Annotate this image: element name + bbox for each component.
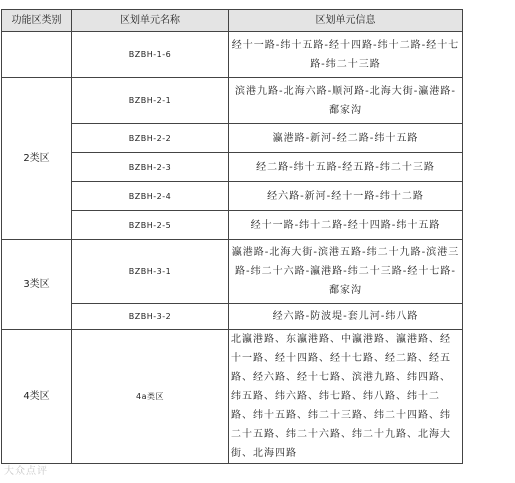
table-row <box>2 32 463 78</box>
unit-name-cell: 4a类区 <box>72 330 229 464</box>
unit-name-cell: BZBH-2-3 <box>72 153 229 182</box>
category-cell: 3类区 <box>2 240 72 330</box>
table-row <box>2 304 463 330</box>
unit-name-cell: BZBH-2-4 <box>72 182 229 211</box>
unit-info-cell: 北瀛港路、东瀛港路、中瀛港路、瀛港路、经十一路、经十四路、经十七路、经二路、经五路、经六路、经十七路、滨港九路、纬四路、纬五路、纬六路、纬七路、纬八路、纬十二路、纬十五路、纬二十三路、纬二十四路、纬二十五路、纬二十六路、纬二十九路、北海大街、北海四路 <box>229 330 463 464</box>
unit-info-cell: 瀛港路-新河-经二路-纬十五路 <box>229 124 463 153</box>
unit-name-cell: BZBH-3-2 <box>72 304 229 330</box>
unit-info-cell: 经十一路-纬十二路-经十四路-纬十五路 <box>229 211 463 240</box>
table-row <box>2 78 463 124</box>
category-cell: 4类区 <box>2 330 72 464</box>
unit-name-cell: BZBH-2-5 <box>72 211 229 240</box>
table-row <box>2 211 463 240</box>
category-cell <box>2 32 72 78</box>
table-row <box>2 182 463 211</box>
watermark: 大众点评 <box>4 466 48 477</box>
table-header-row <box>2 10 463 32</box>
table-row <box>2 153 463 182</box>
unit-info-cell: 瀛港路-北海大街-滨港五路-纬二十九路-滨港三路-纬二十六路-瀛港路-纬二十三路-经十七路-鄱家沟 <box>229 240 463 304</box>
unit-name-cell: BZBH-1-6 <box>72 32 229 78</box>
unit-info-cell: 经二路-纬十五路-经五路-纬二十三路 <box>229 153 463 182</box>
unit-info-cell: 经十一路-纬十五路-经十四路-纬十二路-经十七路-纬二十三路 <box>229 32 463 78</box>
unit-info-cell: 经六路-防波堤-套儿河-纬八路 <box>229 304 463 330</box>
unit-info-cell: 经六路-新河-经十一路-纬十二路 <box>229 182 463 211</box>
header-category: 功能区类别 <box>2 10 72 32</box>
unit-name-cell: BZBH-2-2 <box>72 124 229 153</box>
unit-name-cell: BZBH-2-1 <box>72 78 229 124</box>
table-row <box>2 124 463 153</box>
unit-name-cell: BZBH-3-1 <box>72 240 229 304</box>
functional-zone-table <box>1 9 463 464</box>
unit-info-cell: 滨港九路-北海六路-顺河路-北海大街-瀛港路-鄱家沟 <box>229 78 463 124</box>
table-row <box>2 330 463 464</box>
header-unit-info: 区划单元信息 <box>229 10 463 32</box>
table-container <box>1 9 463 464</box>
category-cell: 2类区 <box>2 78 72 240</box>
header-unit-name: 区划单元名称 <box>72 10 229 32</box>
table-row <box>2 240 463 304</box>
